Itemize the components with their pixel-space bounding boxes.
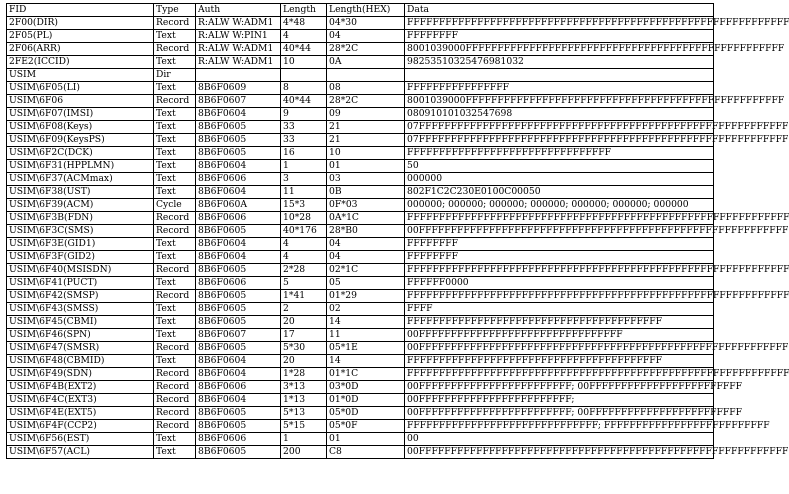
cell-data[interactable]: FFFFFFFFFFFFFFFFFFFFFFFFFFFFFFFFFFFFFFFFFFFFFFFFFFFFFFFFFFFF (405, 17, 714, 30)
table-row[interactable] (7, 147, 714, 160)
cell-type[interactable]: Text (154, 30, 196, 43)
cell-type[interactable]: Text (154, 433, 196, 446)
cell-auth[interactable]: 8B6F0609 (196, 82, 281, 95)
cell-length-hex[interactable]: 08 (327, 82, 405, 95)
header-length: Length (281, 4, 327, 17)
cell-length-hex[interactable]: C8 (327, 446, 405, 459)
cell-type[interactable]: Record (154, 212, 196, 225)
cell-auth[interactable]: 8B6F0604 (196, 251, 281, 264)
cell-fid[interactable]: 2F05(PL) (7, 30, 154, 43)
cell-fid[interactable]: USIM\6F3B(FDN) (7, 212, 154, 225)
cell-auth[interactable]: R:ALW W:ADM1 (196, 43, 281, 56)
cell-length-hex[interactable]: 09 (327, 108, 405, 121)
cell-fid[interactable]: USIM\6F37(ACMmax) (7, 173, 154, 186)
cell-data[interactable]: FFFFFFFF (405, 238, 714, 251)
cell-auth[interactable]: 8B6F0605 (196, 303, 281, 316)
cell-fid[interactable]: USIM\6F56(EST) (7, 433, 154, 446)
cell-length[interactable]: 8 (281, 82, 327, 95)
cell-length[interactable]: 40*44 (281, 43, 327, 56)
cell-length[interactable]: 200 (281, 446, 327, 459)
cell-length[interactable]: 17 (281, 329, 327, 342)
cell-fid[interactable]: 2FE2(ICCID) (7, 56, 154, 69)
cell-type[interactable]: Record (154, 225, 196, 238)
cell-length-hex[interactable]: 04*30 (327, 17, 405, 30)
cell-type[interactable]: Record (154, 17, 196, 30)
table-row[interactable] (7, 108, 714, 121)
cell-length-hex[interactable]: 28*2C (327, 43, 405, 56)
cell-auth[interactable]: 8B6F0604 (196, 160, 281, 173)
cell-fid[interactable]: USIM\6F3F(GID2) (7, 251, 154, 264)
table-row[interactable] (7, 199, 714, 212)
cell-auth[interactable]: 8B6F0604 (196, 186, 281, 199)
cell-data[interactable]: 000000 (405, 173, 714, 186)
cell-type[interactable]: Cycle (154, 199, 196, 212)
cell-length-hex[interactable]: 01 (327, 433, 405, 446)
cell-type[interactable]: Record (154, 290, 196, 303)
cell-auth[interactable]: 8B6F0605 (196, 121, 281, 134)
cell-type[interactable]: Text (154, 147, 196, 160)
cell-type[interactable]: Text (154, 134, 196, 147)
cell-auth[interactable]: 8B6F0606 (196, 277, 281, 290)
cell-fid[interactable]: USIM\6F38(UST) (7, 186, 154, 199)
cell-type[interactable]: Dir (154, 69, 196, 82)
cell-data[interactable]: 07FFFFFFFFFFFFFFFFFFFFFFFFFFFFFFFFFFFFFFFFFFFFFFFFFFFFFFFFFF (405, 121, 714, 134)
cell-data[interactable]: FFFFFFFF (405, 251, 714, 264)
header-length-hex: Length(HEX) (327, 4, 405, 17)
table-row[interactable] (7, 43, 714, 56)
cell-auth[interactable]: 8B6F0607 (196, 329, 281, 342)
cell-length-hex[interactable]: 04 (327, 238, 405, 251)
cell-length[interactable]: 11 (281, 186, 327, 199)
cell-length[interactable]: 20 (281, 316, 327, 329)
cell-length[interactable]: 33 (281, 134, 327, 147)
cell-fid[interactable]: USIM\6F3C(SMS) (7, 225, 154, 238)
cell-length-hex[interactable]: 28*2C (327, 95, 405, 108)
cell-auth[interactable]: R:ALW W:PIN1 (196, 30, 281, 43)
cell-auth[interactable]: 8B6F0605 (196, 342, 281, 355)
cell-length-hex[interactable] (327, 69, 405, 82)
cell-type[interactable]: Record (154, 264, 196, 277)
cell-data[interactable]: 8001039000FFFFFFFFFFFFFFFFFFFFFFFFFFFFFFFFFFFFFFFFFFFFFFFFFF (405, 43, 714, 56)
table-row[interactable] (7, 420, 714, 433)
cell-data[interactable]: 802F1C2C230E0100C00050 (405, 186, 714, 199)
table-row[interactable] (7, 160, 714, 173)
cell-data[interactable]: 00FFFFFFFFFFFFFFFFFFFFFFFF; (405, 394, 714, 407)
cell-fid[interactable]: USIM\6F43(SMSS) (7, 303, 154, 316)
cell-length-hex[interactable]: 05*0F (327, 420, 405, 433)
cell-length[interactable] (281, 69, 327, 82)
cell-length-hex[interactable]: 05*0D (327, 407, 405, 420)
cell-auth[interactable]: R:ALW W:ADM1 (196, 17, 281, 30)
cell-length-hex[interactable]: 01 (327, 160, 405, 173)
cell-auth[interactable] (196, 69, 281, 82)
cell-data[interactable]: FFFFFFFF (405, 30, 714, 43)
cell-type[interactable]: Text (154, 355, 196, 368)
cell-fid[interactable]: USIM\6F4C(EXT3) (7, 394, 154, 407)
cell-length[interactable]: 1*13 (281, 394, 327, 407)
cell-data[interactable]: 00FFFFFFFFFFFFFFFFFFFFFFFF; 00FFFFFFFFFFFFFFFFFFFFFFFF (405, 381, 714, 394)
cell-length-hex[interactable]: 05*1E (327, 342, 405, 355)
cell-length[interactable]: 3 (281, 173, 327, 186)
cell-length-hex[interactable]: 04 (327, 251, 405, 264)
cell-length[interactable]: 9 (281, 108, 327, 121)
cell-data[interactable]: FFFFFFFFFFFFFFFFFFFFFFFFFFFFFFFFFFFFFFFFFFFFFFFFFFFFFFFFFFFF (405, 212, 714, 225)
cell-auth[interactable]: 8B6F0604 (196, 238, 281, 251)
cell-length[interactable]: 4*48 (281, 17, 327, 30)
cell-auth[interactable]: 8B6F0605 (196, 264, 281, 277)
cell-length-hex[interactable]: 01*0D (327, 394, 405, 407)
cell-data[interactable]: 07FFFFFFFFFFFFFFFFFFFFFFFFFFFFFFFFFFFFFFFFFFFFFFFFFFFFFFFFFF (405, 134, 714, 147)
cell-length-hex[interactable]: 21 (327, 121, 405, 134)
cell-data[interactable]: FFFFFFFFFFFFFFFFFFFFFFFFFFFFFFFF (405, 147, 714, 160)
table-row[interactable] (7, 303, 714, 316)
cell-type[interactable]: Record (154, 368, 196, 381)
cell-auth[interactable]: R:ALW W:ADM1 (196, 56, 281, 69)
cell-length[interactable]: 5*15 (281, 420, 327, 433)
cell-type[interactable]: Record (154, 95, 196, 108)
cell-fid[interactable]: 2F00(DIR) (7, 17, 154, 30)
cell-type[interactable]: Text (154, 303, 196, 316)
cell-length[interactable]: 4 (281, 30, 327, 43)
cell-data[interactable]: 00FFFFFFFFFFFFFFFFFFFFFFFFFFFFFFFF (405, 329, 714, 342)
table-row[interactable] (7, 17, 714, 30)
table-row[interactable] (7, 251, 714, 264)
cell-data[interactable]: 000000; 000000; 000000; 000000; 000000; 000000; 000000 (405, 199, 714, 212)
cell-length-hex[interactable]: 0B (327, 186, 405, 199)
table-row[interactable] (7, 95, 714, 108)
table-body (7, 17, 789, 459)
table-row[interactable] (7, 212, 714, 225)
cell-data[interactable]: 00FFFFFFFFFFFFFFFFFFFFFFFFFFFFFFFFFFFFFFFFFFFFFFFFFFFFFFFFFF (405, 342, 714, 355)
cell-type[interactable]: Text (154, 56, 196, 69)
cell-auth[interactable]: 8B6F0605 (196, 446, 281, 459)
table-row[interactable] (7, 381, 714, 394)
header-type: Type (154, 4, 196, 17)
cell-auth[interactable]: 8B6F0604 (196, 355, 281, 368)
cell-length-hex[interactable]: 14 (327, 355, 405, 368)
cell-type[interactable]: Text (154, 186, 196, 199)
cell-type[interactable]: Text (154, 251, 196, 264)
table-row[interactable] (7, 82, 714, 95)
cell-length[interactable]: 4 (281, 238, 327, 251)
cell-length[interactable]: 40*176 (281, 225, 327, 238)
cell-type[interactable]: Record (154, 394, 196, 407)
cell-length[interactable]: 1*41 (281, 290, 327, 303)
cell-auth[interactable]: 8B6F0607 (196, 95, 281, 108)
cell-fid[interactable]: USIM\6F05(LI) (7, 82, 154, 95)
cell-data[interactable]: 50 (405, 160, 714, 173)
cell-length[interactable]: 20 (281, 355, 327, 368)
cell-auth[interactable]: 8B6F0605 (196, 290, 281, 303)
cell-data[interactable]: FFFFFFFFFFFFFFFFFFFFFFFFFFFFFFFFFFFFFFFFFFFFFFFFFFFFFFFFFFFF (405, 368, 714, 381)
cell-type[interactable]: Text (154, 316, 196, 329)
header-data: Data (405, 4, 714, 17)
cell-data[interactable]: FFFFFF0000 (405, 277, 714, 290)
table-row[interactable] (7, 277, 714, 290)
table-row[interactable] (7, 316, 714, 329)
table-row[interactable] (7, 407, 714, 420)
cell-type[interactable]: Text (154, 238, 196, 251)
cell-fid[interactable]: USIM (7, 69, 154, 82)
cell-length[interactable]: 1*28 (281, 368, 327, 381)
cell-length[interactable]: 10 (281, 56, 327, 69)
cell-auth[interactable]: 8B6F0605 (196, 316, 281, 329)
cell-data[interactable]: 080910101032547698 (405, 108, 714, 121)
cell-fid[interactable]: USIM\6F49(SDN) (7, 368, 154, 381)
table-row[interactable] (7, 433, 714, 446)
cell-data[interactable]: 98253510325476981032 (405, 56, 714, 69)
cell-type[interactable]: Text (154, 160, 196, 173)
table-row[interactable] (7, 225, 714, 238)
cell-fid[interactable]: USIM\6F08(Keys) (7, 121, 154, 134)
table-row[interactable] (7, 394, 714, 407)
cell-data[interactable]: FFFFFFFFFFFFFFFFFFFFFFFFFFFFFF; FFFFFFFFFFFFFFFFFFFFFFFFFF (405, 420, 714, 433)
cell-length[interactable]: 1 (281, 433, 327, 446)
cell-fid[interactable]: USIM\6F45(CBMI) (7, 316, 154, 329)
cell-length-hex[interactable]: 14 (327, 316, 405, 329)
table-row[interactable] (7, 56, 714, 69)
cell-type[interactable]: Text (154, 277, 196, 290)
cell-fid[interactable]: USIM\6F2C(DCK) (7, 147, 154, 160)
cell-auth[interactable]: 8B6F0605 (196, 407, 281, 420)
cell-length[interactable]: 10*28 (281, 212, 327, 225)
cell-type[interactable]: Text (154, 446, 196, 459)
cell-length[interactable]: 3*13 (281, 381, 327, 394)
cell-type[interactable]: Text (154, 173, 196, 186)
cell-auth[interactable]: 8B6F0605 (196, 420, 281, 433)
table-row[interactable] (7, 355, 714, 368)
cell-auth[interactable]: 8B6F0606 (196, 381, 281, 394)
cell-fid[interactable]: USIM\6F07(IMSI) (7, 108, 154, 121)
cell-fid[interactable]: USIM\6F4B(EXT2) (7, 381, 154, 394)
table-row[interactable] (7, 446, 714, 459)
cell-length[interactable]: 33 (281, 121, 327, 134)
cell-auth[interactable]: 8B6F0605 (196, 225, 281, 238)
cell-data[interactable] (405, 69, 714, 82)
cell-length-hex[interactable]: 10 (327, 147, 405, 160)
cell-length-hex[interactable]: 0A (327, 56, 405, 69)
cell-type[interactable]: Record (154, 342, 196, 355)
cell-fid[interactable]: USIM\6F09(KeysPS) (7, 134, 154, 147)
table-row[interactable] (7, 134, 714, 147)
cell-auth[interactable]: 8B6F0604 (196, 108, 281, 121)
cell-fid[interactable]: USIM\6F42(SMSP) (7, 290, 154, 303)
cell-length[interactable]: 5*13 (281, 407, 327, 420)
cell-fid[interactable]: USIM\6F41(PUCT) (7, 277, 154, 290)
cell-fid[interactable]: USIM\6F48(CBMID) (7, 355, 154, 368)
cell-length[interactable]: 5*30 (281, 342, 327, 355)
table-row[interactable] (7, 342, 714, 355)
cell-length[interactable]: 5 (281, 277, 327, 290)
cell-auth[interactable]: 8B6F0606 (196, 212, 281, 225)
cell-data[interactable]: 00FFFFFFFFFFFFFFFFFFFFFFFFFFFFFFFFFFFFFFFFFFFFFFFFFFFFFFFFFF (405, 225, 714, 238)
cell-auth[interactable]: 8B6F0606 (196, 433, 281, 446)
cell-auth[interactable]: 8B6F0606 (196, 173, 281, 186)
cell-fid[interactable]: USIM\6F57(ACL) (7, 446, 154, 459)
table-row[interactable] (7, 69, 714, 82)
cell-data[interactable]: 00 (405, 433, 714, 446)
cell-length-hex[interactable]: 01*29 (327, 290, 405, 303)
cell-fid[interactable]: USIM\6F39(ACM) (7, 199, 154, 212)
cell-length[interactable]: 4 (281, 251, 327, 264)
cell-auth[interactable]: 8B6F0604 (196, 394, 281, 407)
table-row[interactable] (7, 368, 714, 381)
table-row[interactable] (7, 290, 714, 303)
cell-length-hex[interactable]: 05 (327, 277, 405, 290)
cell-fid[interactable]: USIM\6F3E(GID1) (7, 238, 154, 251)
table-row[interactable] (7, 30, 714, 43)
cell-data[interactable]: FFFFFFFFFFFFFFFF (405, 82, 714, 95)
cell-length-hex[interactable]: 01*1C (327, 368, 405, 381)
cell-length-hex[interactable]: 11 (327, 329, 405, 342)
cell-fid[interactable]: USIM\6F31(HPPLMN) (7, 160, 154, 173)
table-row[interactable] (7, 264, 714, 277)
cell-length-hex[interactable]: 02*1C (327, 264, 405, 277)
table-row[interactable] (7, 238, 714, 251)
cell-length-hex[interactable]: 0A*1C (327, 212, 405, 225)
cell-data[interactable]: FFFFFFFFFFFFFFFFFFFFFFFFFFFFFFFFFFFFFFFFFFFFFFFFFFFFFFFFFFFF (405, 290, 714, 303)
cell-fid[interactable]: 2F06(ARR) (7, 43, 154, 56)
cell-length[interactable]: 40*44 (281, 95, 327, 108)
cell-length-hex[interactable]: 28*B0 (327, 225, 405, 238)
file-system-table (6, 3, 789, 459)
cell-length-hex[interactable]: 03 (327, 173, 405, 186)
cell-data[interactable]: FFFFFFFFFFFFFFFFFFFFFFFFFFFFFFFFFFFFFFFFFFFFFFFFFFFFFFFFFFFF (405, 264, 714, 277)
cell-length[interactable]: 2 (281, 303, 327, 316)
cell-type[interactable]: Record (154, 43, 196, 56)
cell-auth[interactable]: 8B6F0605 (196, 134, 281, 147)
cell-data[interactable]: FFFFFFFFFFFFFFFFFFFFFFFFFFFFFFFFFFFFFFFF (405, 355, 714, 368)
cell-type[interactable]: Text (154, 108, 196, 121)
cell-fid[interactable]: USIM\6F4E(EXT5) (7, 407, 154, 420)
file-table-container (6, 3, 789, 459)
cell-data[interactable]: FFFF (405, 303, 714, 316)
cell-length-hex[interactable]: 04 (327, 30, 405, 43)
cell-type[interactable]: Record (154, 420, 196, 433)
cell-fid[interactable]: USIM\6F4F(CCP2) (7, 420, 154, 433)
cell-data[interactable]: 00FFFFFFFFFFFFFFFFFFFFFFFFFFFFFFFFFFFFFFFFFFFFFFFFFFFFFFFFFF (405, 446, 714, 459)
cell-length[interactable]: 2*28 (281, 264, 327, 277)
cell-length-hex[interactable]: 02 (327, 303, 405, 316)
cell-data[interactable]: 8001039000FFFFFFFFFFFFFFFFFFFFFFFFFFFFFFFFFFFFFFFFFFFFFFFFFF (405, 95, 714, 108)
cell-type[interactable]: Record (154, 407, 196, 420)
cell-auth[interactable]: 8B6F060A (196, 199, 281, 212)
table-row[interactable] (7, 121, 714, 134)
header-fid: FID (7, 4, 154, 17)
cell-data[interactable]: 00FFFFFFFFFFFFFFFFFFFFFFFF; 00FFFFFFFFFFFFFFFFFFFFFFFF (405, 407, 714, 420)
table-row[interactable] (7, 173, 714, 186)
cell-fid[interactable]: USIM\6F46(SPN) (7, 329, 154, 342)
table-row[interactable] (7, 329, 714, 342)
cell-auth[interactable]: 8B6F0605 (196, 147, 281, 160)
cell-length[interactable]: 1 (281, 160, 327, 173)
table-row[interactable] (7, 186, 714, 199)
cell-length[interactable]: 16 (281, 147, 327, 160)
cell-length-hex[interactable]: 0F*03 (327, 199, 405, 212)
cell-length-hex[interactable]: 21 (327, 134, 405, 147)
cell-fid[interactable]: USIM\6F06 (7, 95, 154, 108)
header-auth: Auth (196, 4, 281, 17)
cell-data[interactable]: FFFFFFFFFFFFFFFFFFFFFFFFFFFFFFFFFFFFFFFF (405, 316, 714, 329)
cell-length-hex[interactable]: 03*0D (327, 381, 405, 394)
cell-fid[interactable]: USIM\6F40(MSISDN) (7, 264, 154, 277)
header-row (7, 4, 714, 17)
cell-type[interactable]: Text (154, 329, 196, 342)
cell-length[interactable]: 15*3 (281, 199, 327, 212)
cell-type[interactable]: Record (154, 381, 196, 394)
cell-auth[interactable]: 8B6F0604 (196, 368, 281, 381)
cell-type[interactable]: Text (154, 121, 196, 134)
cell-type[interactable]: Text (154, 82, 196, 95)
cell-fid[interactable]: USIM\6F47(SMSR) (7, 342, 154, 355)
